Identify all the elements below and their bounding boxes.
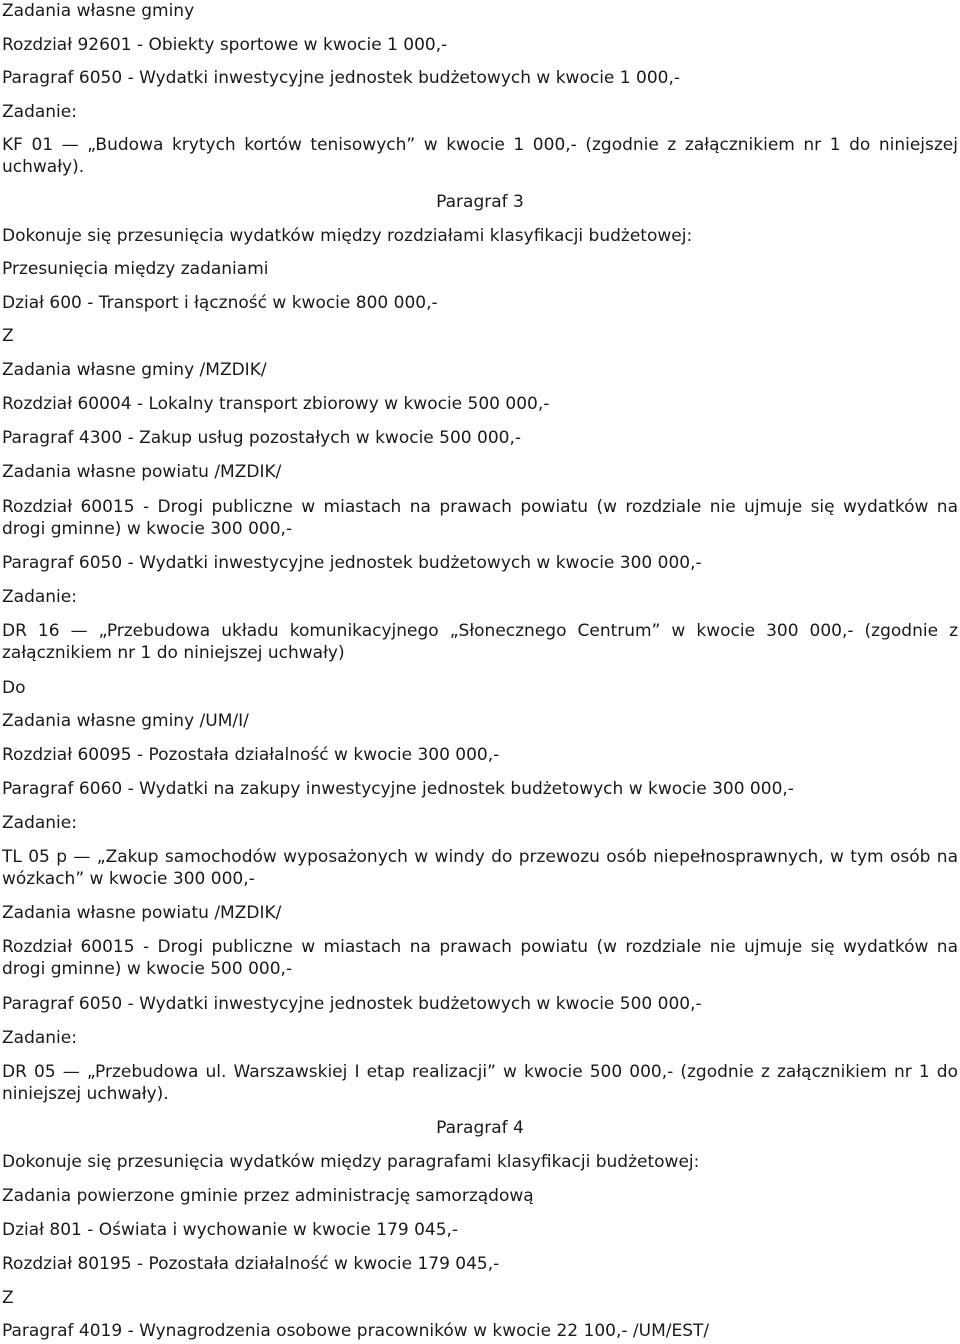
text-line: Dokonuje się przesunięcia wydatków między rozdziałami klasyfikacji budżetowej:	[2, 226, 693, 246]
text-line: Paragraf 6060 - Wydatki na zakupy inwestycyjne jednostek budżetowych w kwocie 300 000,-	[2, 779, 794, 799]
text-line: Zadania własne gminy /MZDIK/	[2, 360, 267, 380]
text-paragraph: DR 05 — „Przebudowa ul. Warszawskiej I etap realizacji” w kwocie 500 000,- (zgodnie z załącznikiem nr 1 do niniejszej uchwały).	[2, 1062, 958, 1104]
text-line: Przesunięcia między zadaniami	[2, 259, 269, 279]
text-line: Rozdział 60004 - Lokalny transport zbiorowy w kwocie 500 000,-	[2, 394, 550, 414]
text-line: Rozdział 60095 - Pozostała działalność w kwocie 300 000,-	[2, 745, 500, 765]
text-paragraph: Rozdział 60015 - Drogi publiczne w miastach na prawach powiatu (w rozdziale nie ujmuje się wydatków na drogi gminne) w kwocie 500 000,-	[2, 937, 958, 979]
text-paragraph: KF 01 — „Budowa krytych kortów tenisowych” w kwocie 1 000,- (zgodnie z załącznikiem nr 1 do niniejszej uchwały).	[2, 135, 958, 177]
text-line: Zadania powierzone gminie przez administrację samorządową	[2, 1186, 534, 1206]
paragraph-heading: Paragraf 3	[436, 192, 524, 212]
text-line: Paragraf 4019 - Wynagrodzenia osobowe pracowników w kwocie 22 100,- /UM/EST/	[2, 1321, 710, 1341]
text-line: Zadania własne powiatu /MZDIK/	[2, 462, 282, 482]
text-line: Dział 801 - Oświata i wychowanie w kwocie 179 045,-	[2, 1220, 459, 1240]
text-paragraph: TL 05 p — „Zakup samochodów wyposażonych w windy do przewozu osób niepełnosprawnych, w tym osób na wózkach” w kwocie 300 000,-	[2, 847, 958, 889]
text-paragraph: DR 16 — „Przebudowa układu komunikacyjnego „Słonecznego Centrum” w kwocie 300 000,- (zgodnie z załącznikiem nr 1 do niniejszej uchwały)	[2, 621, 958, 663]
text-line: Dokonuje się przesunięcia wydatków między paragrafami klasyfikacji budżetowej:	[2, 1152, 700, 1172]
text-line: Zadania własne powiatu /MZDIK/	[2, 903, 282, 923]
text-line: Paragraf 6050 - Wydatki inwestycyjne jednostek budżetowych w kwocie 500 000,-	[2, 994, 702, 1014]
text-line: Paragraf 4300 - Zakup usług pozostałych w kwocie 500 000,-	[2, 428, 521, 448]
text-line: Zadanie:	[2, 102, 77, 122]
text-line: Paragraf 6050 - Wydatki inwestycyjne jednostek budżetowych w kwocie 300 000,-	[2, 553, 702, 573]
text-line: Paragraf 6050 - Wydatki inwestycyjne jednostek budżetowych w kwocie 1 000,-	[2, 68, 680, 88]
text-line: Z	[2, 326, 14, 346]
text-line: Zadanie:	[2, 813, 77, 833]
section-heading: Zadania własne gminy	[2, 1, 195, 21]
text-line: Zadanie:	[2, 587, 77, 607]
text-line: Zadania własne gminy /UM/I/	[2, 711, 249, 731]
text-line: Rozdział 92601 - Obiekty sportowe w kwocie 1 000,-	[2, 35, 448, 55]
text-line: Rozdział 80195 - Pozostała działalność w kwocie 179 045,-	[2, 1254, 500, 1274]
paragraph-heading: Paragraf 4	[436, 1118, 524, 1138]
text-line: Do	[2, 678, 26, 698]
text-paragraph: Rozdział 60015 - Drogi publiczne w miastach na prawach powiatu (w rozdziale nie ujmuje się wydatków na drogi gminne) w kwocie 300 000,-	[2, 497, 958, 539]
text-line: Z	[2, 1288, 14, 1308]
text-line: Zadanie:	[2, 1028, 77, 1048]
text-line: Dział 600 - Transport i łączność w kwocie 800 000,-	[2, 293, 438, 313]
